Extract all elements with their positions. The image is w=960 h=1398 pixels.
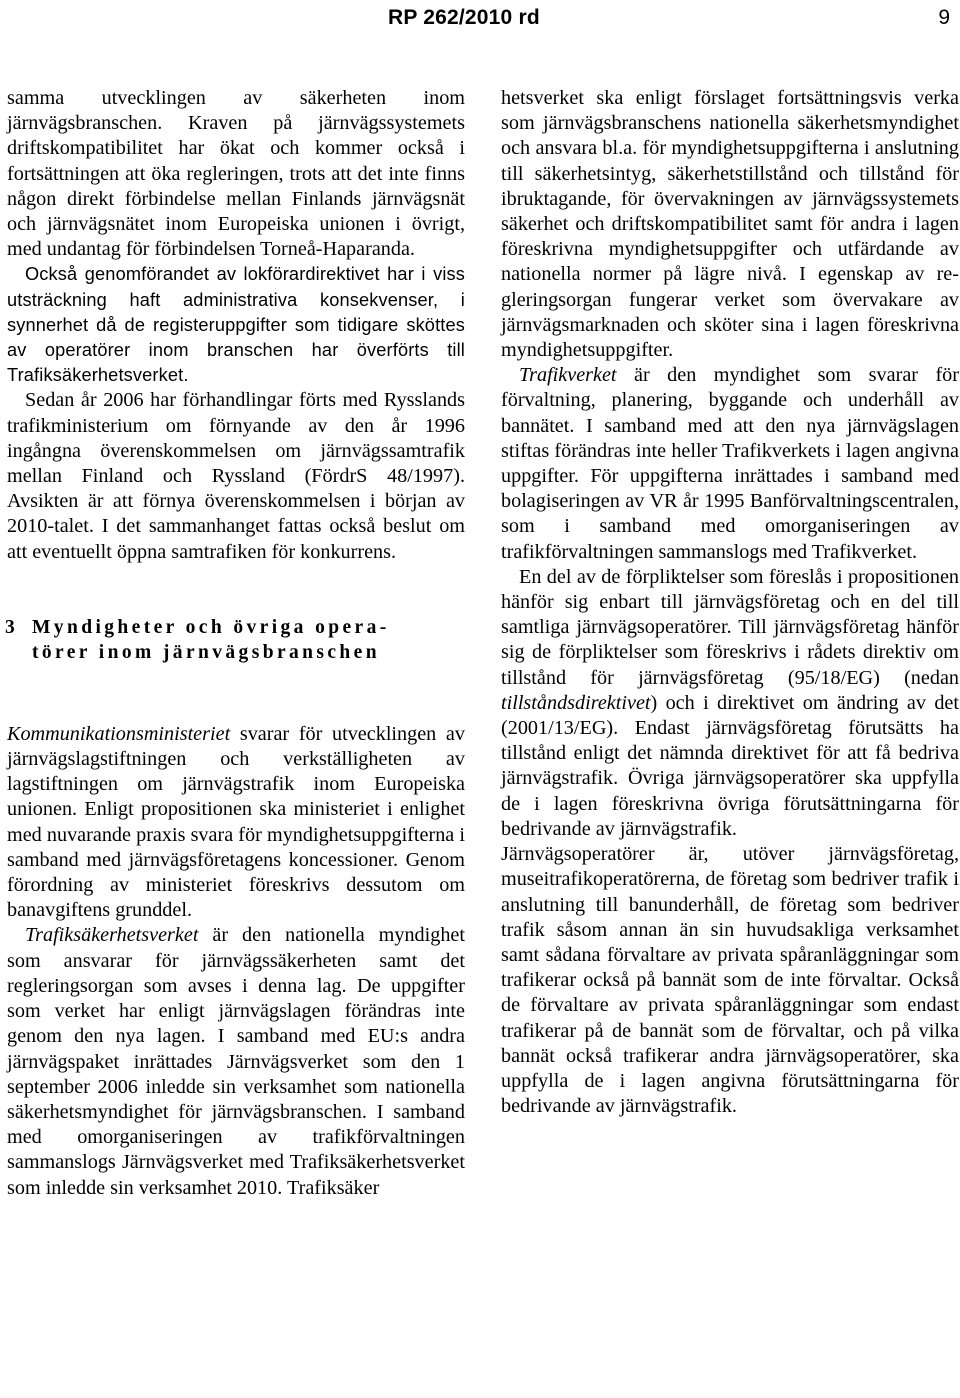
paragraph xyxy=(501,565,959,842)
section-title: Myndigheter och övriga operatörer inom järnvägsbranschen xyxy=(32,616,387,663)
paragraph-text: ) och i direktivet om ändring av det (2001/13/EG). Endast järnvägsföretag förutsätts ha tillstånd enligt det nämnda direktivet för att få bedriva järnvägstrafik. Övriga järnvägsoperatörer ska uppfylla de i lagen föreskrivna övriga förutsättningarna för bedrivande av järnvägstrafik. xyxy=(501,691,959,840)
paragraph-text: är den nationella myndighet som ansvarar för järnvägssäkerheten samt det regleringsorgan som avses i denna lag. De uppgifter som verket har enligt järnvägslagen förändras inte genom den nya lagen. I samband med EU:s andra järnvägspaket inrättades Järnvägsverket som den 1 september 2006 inledde sin verksamhet som nationella säkerhetsmyndighet för järnvägsbranschen. I samband med omorganiseringen av trafikförvaltningen sammanslogs Järnvägsverket med Trafiksäkerhetsverket som inledde sin verksamhet 2010. Trafiksäker xyxy=(7,924,465,1199)
paragraph-text: svarar för utvecklingen av järnvägslagstiftningen och verkställigheten av lagstiftningen om järnvägstrafik inom Europeiska unionen. Enligt propositionen ska ministeriet i enlighet med nuvarande praxis svara för myndighetsuppgifterna i samband med järnvägsföretagens koncessioner. Genom förordning av ministeriet föreskrivs dessutom om banavgiftens grunddel. xyxy=(7,722,465,922)
italic-term: tillståndsdirektivet xyxy=(501,691,651,714)
paragraph xyxy=(7,923,465,1200)
paragraph xyxy=(7,722,465,924)
paragraph: Också genomförandet av lokförardirektivet har i viss utsträckning haft administrativa konsekvenser, i synnerhet då de registeruppgifter som tidigare sköttes av operatörer inom branschen har överförts till Trafiksäkerhetsverket. xyxy=(7,264,465,386)
italic-term: Trafiksäkerhetsverket xyxy=(25,924,199,947)
italic-term: Kommunikationsministeriet xyxy=(7,722,231,745)
section-number: 3 xyxy=(5,616,15,638)
paragraph-text: En del av de förpliktelser som föreslås i propositionen hänför sig enbart till järnvägsföretag och en del till samtliga järnvägsoperatörer. Till järnvägsföretag hänför sig de förpliktelser som föreskrivs i rådets direktiv om tillstånd för järnvägsföretag (95/18/EG) (nedan xyxy=(501,565,959,689)
paragraph xyxy=(501,363,959,565)
page-header xyxy=(0,0,960,42)
paragraph: Järnvägsoperatörer är, utöver järnvägsföretag, museitrafikoperatörerna, de företag som bedriver trafik i anslutning till banunderhåll, de företag som bedriver trafik såsom annan än sin huvudsakliga verksamhet samt sådana förvaltare av privata spåranläggningar som trafikerar också på bannät som de inte förvaltar. Också de förvaltare av privata spåranläggningar som endast trafikerar på de bannät som de förvaltar, och på vilka bannät också trafikerar andra järnvägsoperatörer, ska uppfylla de i lagen angivna förutsättningarna för bedrivande av järnvägstrafik. xyxy=(501,843,959,1118)
italic-term: Trafikverket xyxy=(519,364,617,387)
right-column xyxy=(501,86,959,1119)
paragraph: hetsverket ska enligt förslaget fortsättningsvis verka som järnvägsbranschens nationella säkerhetsmyndighet och ansvara bl.a. för myndighetsuppgifterna i anslutning till säkerhetsintyg, säkerhetstillstånd och tillstånd för ibruktagande, för övervakningen av järnvägssystemets säkerhet och driftskompatibilitet samt för andra i lagen föreskrivna myndighetsuppgifter och utfärdande av nationella normer på lägre nivå. I egenskap av regleringsorgan fungerar verket som övervakare av järnvägsmarknaden och sköter sina i lagen föreskrivna myndighetsuppgifter. xyxy=(501,87,959,362)
paragraph: samma utvecklingen av säkerheten inom järnvägsbranschen. Kraven på järnvägssystemets driftskompatibilitet har ökat och kommer också i fortsättningen att öka regleringen, trots att det inte finns någon direkt förbindelse mellan Finlands järnvägsnät och järnvägsnätet inom Europeiska unionen i övrigt, med undantag för förbindelsen Torneå-Haparanda. xyxy=(7,87,465,261)
paragraph: Sedan år 2006 har förhandlingar förts med Rysslands trafikministerium om förnyande av den år 1996 ingångna överenskommelsen om järnvägssamtrafik mellan Finland och Ryssland (FördrS 48/1997). Avsikten är att förnya överenskommelsen i början av 2010-talet. I det sammanhanget fattas också beslut om att eventuellt öppna samtrafiken för konkurrens. xyxy=(7,389,465,563)
document-reference: RP 262/2010 rd xyxy=(388,6,540,29)
paragraph-text: är den myndighet som svarar för förvaltning, planering, byggande och underhåll av bannätet. I samband med att den nya järnvägslagen stiftas förändras inte heller Trafikverkets i lagen angivna uppgifter. För uppgifterna inrättades i samband med bolagiseringen av VR år 1995 Banförvaltningscentralen, som i samband med omorganiseringen av trafikförvaltningen sammanslogs med Trafikverket. xyxy=(501,364,959,563)
page-number: 9 xyxy=(938,6,950,29)
left-column xyxy=(7,86,465,1201)
section-heading xyxy=(7,615,465,665)
